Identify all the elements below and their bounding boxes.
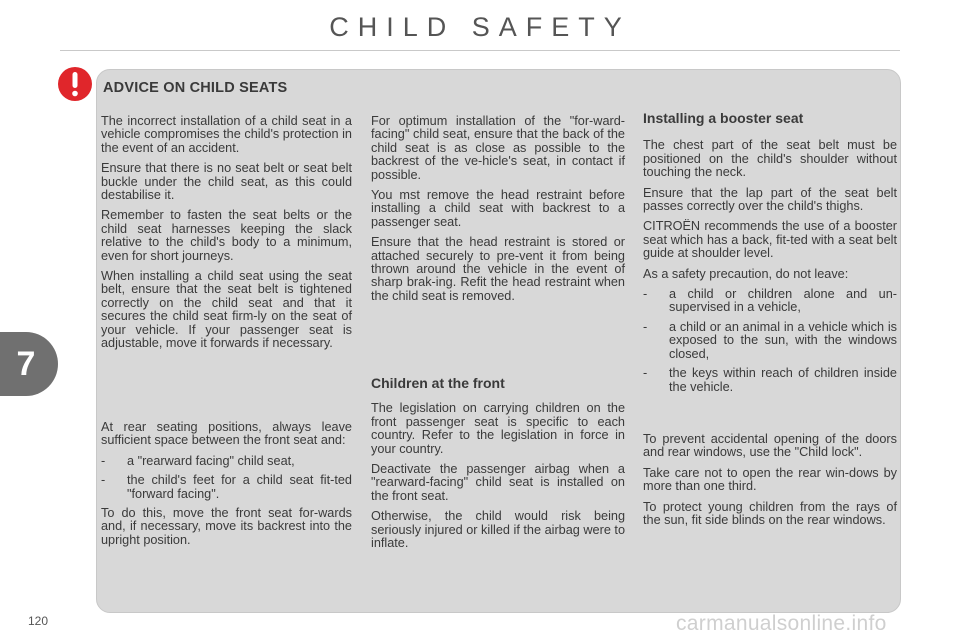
page-title: CHILD SAFETY: [329, 12, 631, 42]
paragraph: Ensure that the lap part of the seat belt passes correctly over the child's thighs.: [643, 185, 897, 214]
section-heading: ADVICE ON CHILD SEATS: [103, 80, 288, 96]
paragraph: Deactivate the passenger airbag when a "rearward-facing" child seat is installed on the front seat.: [371, 462, 625, 503]
column-middle-lower: [371, 377, 625, 557]
list-item: - a "rearward facing" child seat,: [101, 453, 295, 468]
paragraph: The chest part of the seat belt must be positioned on the child's shoulder without touching the neck.: [643, 138, 897, 180]
watermark: carmanualsonline.info: [676, 612, 887, 635]
list-item: - the keys within reach of children inside the vehicle.: [643, 366, 897, 394]
paragraph: As a safety precaution, do not leave:: [643, 266, 849, 281]
paragraph: The legislation on carrying children on the front passenger seat is specific to each country. Refer to the legislation in force in your country.: [371, 401, 625, 456]
paragraph: Remember to fasten the seat belts or the child seat harnesses keeping the slack relative to the child's body to a minimum, even for short journeys.: [101, 208, 352, 263]
page-number: 120: [28, 614, 49, 628]
column-right-lower: [643, 433, 897, 534]
paragraph: Ensure that there is no seat belt or seat belt buckle under the child seat, as this could destabilise it.: [101, 161, 352, 203]
column-left-lower: [101, 421, 352, 554]
paragraph: To prevent accidental opening of the doors and rear windows, use the "Child lock".: [643, 432, 897, 460]
column-right: [643, 112, 897, 400]
chapter-tab: [0, 332, 58, 396]
list-item: - a child or an animal in a vehicle which is exposed to the sun, with the windows closed,: [643, 319, 897, 361]
paragraph: For optimum installation of the "for-ward-facing" child seat, ensure that the back of the child seat is as close as possible to the backrest of the ve-hicle's seat, in contact if possible.: [371, 114, 625, 182]
paragraph: At rear seating positions, always leave sufficient space between the front seat and:: [101, 420, 352, 448]
list-item: - the child's feet for a child seat fit-ted "forward facing".: [101, 473, 352, 501]
sub-heading-children-front: Children at the front: [371, 375, 505, 391]
paragraph: Take care not to open the rear win-dows by more than one third.: [643, 465, 897, 494]
paragraph: When installing a child seat using the seat belt, ensure that the seat belt is tightened correctly on the child seat and that it secures the child seat firm-ly on the seat of your vehicle. If your passenger seat is adjustable, move it forwards if necessary.: [101, 269, 352, 351]
warning-exclamation-icon: [57, 66, 93, 102]
paragraph: You mst remove the head restraint before installing a child seat with backrest to a passenger seat.: [371, 188, 625, 229]
sub-heading-booster-seat: Installing a booster seat: [643, 110, 804, 126]
paragraph: To do this, move the front seat for-wards and, if necessary, move its backrest into the upright position.: [101, 506, 352, 547]
paragraph: CITROËN recommends the use of a booster seat which has a back, fit-ted with a seat belt guide at shoulder level.: [643, 219, 897, 261]
chapter-number: 7: [16, 344, 36, 383]
paragraph: Otherwise, the child would risk being seriously injured or killed if the airbag were to inflate.: [371, 509, 625, 551]
column-middle: [371, 115, 625, 310]
title-divider: [60, 50, 900, 51]
paragraph: The incorrect installation of a child seat in a vehicle compromises the child's protection in the event of an accident.: [101, 114, 352, 155]
column-left: [101, 115, 352, 358]
list-item: - a child or children alone and un-supervised in a vehicle,: [643, 287, 897, 315]
paragraph: Ensure that the head restraint is stored or attached securely to pre-vent it from being thrown around the vehicle in the event of sharp brak-ing. Refit the head restraint when the child seat is removed.: [371, 235, 625, 303]
paragraph: To protect young children from the rays of the sun, fit side blinds on the rear windows.: [643, 499, 897, 528]
